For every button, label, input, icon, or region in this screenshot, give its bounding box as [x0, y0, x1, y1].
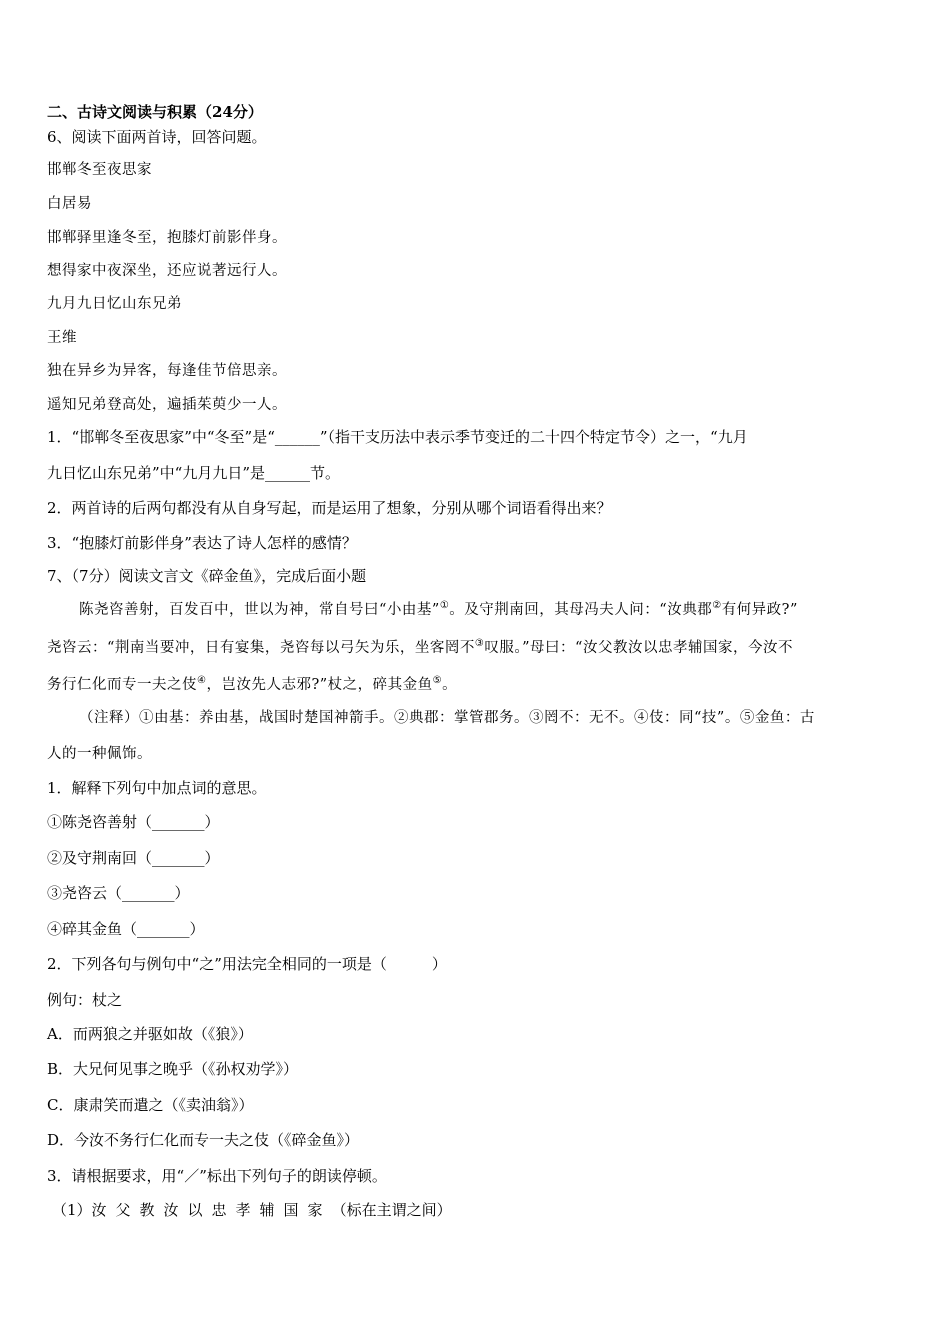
section-title: 二、古诗文阅读与积累（24分）	[47, 103, 263, 121]
notes-line1: （注释）①由基：养由基，战国时楚国神箭手。②典郡：掌管郡务。③罔不：无不。④伎：同“技”。⑤金鱼：古	[79, 710, 815, 726]
q6-sub3: 3．“抱膝灯前影伴身”表达了诗人怎样的感情？	[47, 534, 357, 552]
q7-sub2-title: 2．下列各句与例句中“之”用法完全相同的一项是（ ）	[47, 955, 447, 973]
q6-sub1-line1: 1．“邯郸冬至夜思家”中“冬至”是“______”（指干支历法中表示季节变迁的二十四个特定节令）之一，“九月	[47, 428, 748, 446]
poem1-line2: 想得家中夜深坐，还应说著远行人。	[47, 263, 287, 279]
q7-sub3-item1-text: 汝父教汝以忠孝辅国家	[91, 1201, 332, 1219]
passage-line3-b: ，岂汝先人志邪?”杖之，碎其金鱼	[206, 677, 433, 693]
q7-sub3-item1	[52, 1200, 452, 1220]
q6-sub2: 2．两首诗的后两句都没有从自身写起，而是运用了想象，分别从哪个词语看得出来？	[47, 499, 612, 517]
poem2-line1: 独在异乡为异客，每逢佳节倍思亲。	[47, 363, 287, 379]
poem1-author: 白居易	[47, 196, 92, 212]
footnote-mark-5: ⑤	[432, 675, 443, 687]
passage-line1-a: 陈尧咨善射，百发百中，世以为神，常自号曰“小由基”	[79, 602, 440, 618]
passage-line2	[47, 638, 793, 658]
q7-sub3-item1-note: （标在主谓之间）	[331, 1201, 452, 1219]
poem2-line2: 遥知兄弟登高处，遍插茱萸少一人。	[47, 397, 287, 413]
footnote-mark-3: ③	[474, 638, 485, 650]
q7-sub1-title: 1．解释下列句中加点词的意思。	[47, 779, 267, 797]
q7-sub1-item4: ④碎其金鱼（_______）	[47, 920, 205, 938]
notes-line2: 人的一种佩饰。	[47, 746, 152, 762]
passage-line3	[47, 675, 457, 695]
poem2-title: 九月九日忆山东兄弟	[47, 296, 182, 312]
q7-sub1-item2: ②及守荆南回（_______）	[47, 849, 220, 867]
passage-line2-b: 叹服。”母曰：“汝父教汝以忠孝辅国家，今汝不	[484, 640, 793, 656]
q7-sub1-item1: ①陈尧咨善射（_______）	[47, 813, 220, 831]
poem1-title: 邯郸冬至夜思家	[47, 162, 152, 178]
passage-line3-a: 务行仁化而专一夫之伎	[47, 677, 197, 693]
option-d: D．今汝不务行仁化而专一夫之伎（《碎金鱼》）	[47, 1131, 360, 1149]
passage-line1	[79, 600, 798, 620]
passage-line1-b: 。及守荆南回，其母冯夫人问：“汝典郡	[449, 602, 713, 618]
footnote-mark-4: ④	[197, 675, 207, 687]
q6-sub1-line2: 九日忆山东兄弟”中“九月九日”是______节。	[47, 464, 341, 482]
footnote-mark-2: ②	[712, 600, 722, 612]
poem1-line1: 邯郸驿里逢冬至，抱膝灯前影伴身。	[47, 230, 287, 246]
q7-sub3-item1-label: （1）	[52, 1201, 92, 1219]
passage-line1-c: 有何异政?”	[721, 602, 798, 618]
passage-line2-a: 尧咨云：“荆南当要冲，日有宴集，尧咨每以弓矢为乐，坐客罔不	[47, 640, 475, 656]
poem2-author: 王维	[47, 330, 77, 346]
passage-line3-c: 。	[442, 677, 458, 693]
option-b: B．大兄何见事之晚乎（《孙权劝学》）	[47, 1060, 299, 1078]
option-c: C．康肃笑而遣之（《卖油翁》）	[47, 1096, 254, 1114]
option-a: A．而两狼之并驱如故（《狼》）	[47, 1025, 253, 1043]
q6-intro: 6、阅读下面两首诗，回答问题。	[47, 128, 267, 146]
q7-intro: 7、（7分）阅读文言文《碎金鱼》，完成后面小题	[47, 567, 367, 585]
q7-sub2-example: 例句：杖之	[47, 991, 123, 1009]
footnote-mark-1: ①	[439, 600, 450, 612]
q7-sub1-item3: ③尧咨云（_______）	[47, 884, 190, 902]
q7-sub3-title: 3．请根据要求，用“／”标出下列句子的朗读停顿。	[47, 1167, 387, 1185]
